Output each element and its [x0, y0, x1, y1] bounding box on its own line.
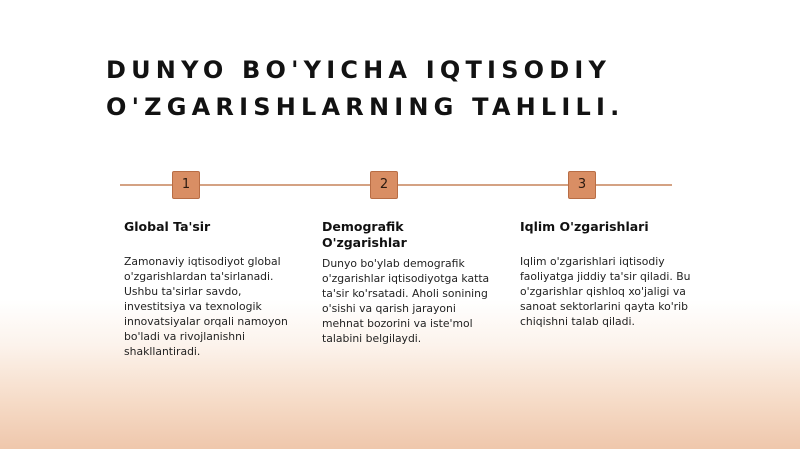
step-column-2 [322, 219, 497, 346]
step-marker-1: 1 [172, 171, 200, 199]
step-body-3: Iqlim o'zgarishlari iqtisodiy faoliyatga jiddiy ta'sir qiladi. Bu o'zgarishlar qishloq xo'jaligi va sanoat sektorlarini qayta ko'rib chiqishni talab qiladi. [520, 255, 691, 328]
step-marker-3: 3 [568, 171, 596, 199]
slide-title [106, 52, 746, 126]
step-heading-3: Iqlim O'zgarishlari [520, 219, 649, 234]
step-body-2: Dunyo bo'ylab demografik o'zgarishlar iqtisodiyotga katta ta'sir ko'rsatadi. Aholi sonining o'sishi va qarish jarayoni mehnat bozorini va iste'mol talabini belgilaydi. [322, 257, 490, 345]
step-marker-2: 2 [370, 171, 398, 199]
title-line-2: O'ZGARISHLARNING TAHLILI. [106, 93, 625, 121]
step-column-1 [124, 219, 299, 359]
step-column-3 [520, 219, 695, 329]
step-heading-2: Demografik O'zgarishlar [322, 219, 407, 250]
step-body-1: Zamonaviy iqtisodiyot global o'zgarishlardan ta'sirlanadi. Ushbu ta'sirlar savdo, investitsiya va texnologik innovatsiyalar orqali namoyon bo'ladi va rivojlanishni shakllantiradi. [124, 255, 288, 358]
step-heading-1: Global Ta'sir [124, 219, 211, 234]
title-line-1: DUNYO BO'YICHA IQTISODIY [106, 56, 612, 84]
